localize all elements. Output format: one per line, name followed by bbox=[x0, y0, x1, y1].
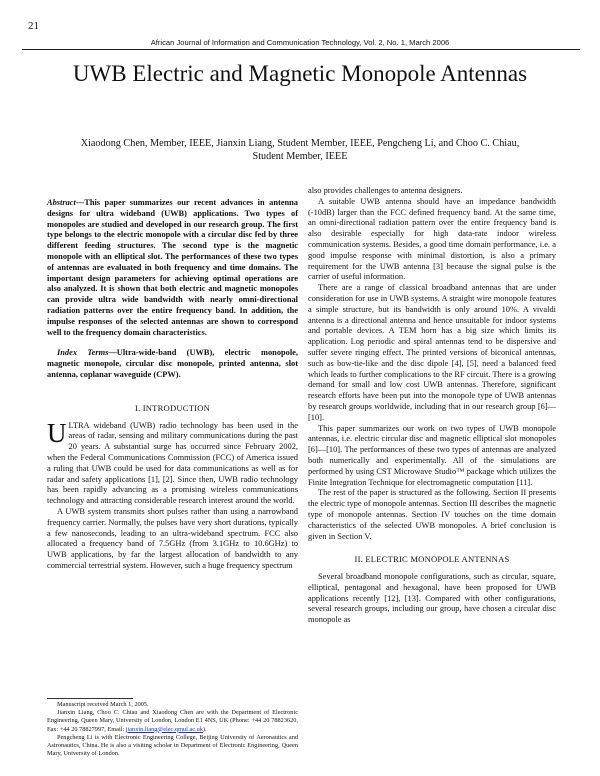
right-paragraph-3: This paper summarizes our work on two types of UWB monopole antennas, i.e. electric circular disc and magnetic elliptical slot monopoles [6]—[10]. The performances of these two types of antennas are analyzed both numerically and experimentally. All of the simulations are performed by using CST Microwave Studio™ package which utilizes the Finite Integration Technique for electromagnetic computation [11]. bbox=[308, 423, 556, 487]
paper-title: UWB Electric and Magnetic Monopole Antennas bbox=[72, 61, 528, 86]
footnote-rule bbox=[47, 698, 133, 699]
author-list: Xiaodong Chen, Member, IEEE, Jianxin Liang, Student Member, IEEE, Pengcheng Li, and Choo C. Chiau, Student Member, IEEE bbox=[80, 138, 520, 162]
index-terms bbox=[47, 348, 298, 380]
drop-cap: U bbox=[47, 417, 67, 448]
footnote-affiliation-2: Pengcheng Li is with Electronic Engineering College, Beijing University of Aeronautics and Astronautics, China. He is also a visiting scholar in Department of Electronic Engineering, Queen Mary, University of London. bbox=[47, 733, 298, 758]
index-terms-label: Index Terms bbox=[57, 348, 109, 358]
page-number: 21 bbox=[28, 20, 39, 32]
footnote-received: Manuscript received March 1, 2005. bbox=[57, 701, 149, 708]
right-paragraph-4: The rest of the paper is structured as the following. Section II presents the electric type of monopole antennas. Section III describes the magnetic type of monopole antennas. Section IV touches on the time domain characteristics of the selected UWB monopoles. A brief conclusion is given in Section V. bbox=[308, 488, 556, 541]
section-heading-electric-monopole: II. ELECTRIC MONOPOLE ANTENNAS bbox=[354, 554, 510, 565]
right-column bbox=[308, 186, 556, 626]
footnote-affiliation-1 bbox=[47, 709, 298, 734]
header-rule bbox=[22, 49, 580, 50]
right-paragraph-0: also provides challenges to antenna designers. bbox=[308, 186, 463, 195]
index-terms-text: —Ultra-wide-band (UWB), electric monopole, magnetic monopole, circular disc monopole, printed antenna, slot antenna, coplanar waveguide (CPW). bbox=[47, 348, 298, 379]
email-link[interactable]: jianxin.liang@elec.qmul.ac.uk bbox=[125, 725, 203, 733]
right-paragraph-5: Several broadband monopole configurations, such as circular, square, elliptical, pentagonal and hexagonal, have been proposed for UWB applications recently [12], [13]. Compared with other configurations, several research groups, including our group, have chosen a circular disc monopole as bbox=[308, 572, 556, 625]
abstract-label: Abstract bbox=[47, 198, 76, 207]
footnotes bbox=[47, 701, 298, 758]
section-heading-introduction: I. INTRODUCTION bbox=[134, 402, 211, 413]
intro-paragraph-1-text: LTRA wideband (UWB) radio technology has been used in the areas of radar, sensing and military communications during the past 20 years. A substantial surge has occurred since February 2002, when the Federal Communications Commission (FCC) of America issued a ruling that UWB could be used for data communications as well as for radar and safety applications [1], [2]. Since then, UWB radio technology has been rapidly advancing as a promising wireless communications technology and attracting considerable research interest around the world. bbox=[47, 420, 298, 506]
abstract-text: —This paper summarizes our recent advances in antenna designs for ultra wideband (UWB) applications. Two types of monopoles are studied and developed in our research group. The first type belongs to the electric monopole with a circular disc fed by three different feeding structures. The second type is the magnetic monopole with an elliptical slot. The performances of these two types of antennas are evaluated in both frequency and time domains. The important design parameters for achieving optimal operations are also analyzed. It is shown that both electric and magnetic monopoles can provide ultra wide bandwidth with nearly omni-directional radiation patterns over the entire frequency band. In addition, the impulse responses of the selected antennas are shown to correspond well to the frequency domain characteristics. bbox=[47, 198, 298, 337]
footnote-affiliation-1-end: ). bbox=[202, 725, 207, 733]
left-column bbox=[47, 198, 298, 572]
intro-paragraph-1 bbox=[47, 417, 298, 507]
intro-paragraph-2: A UWB system transmits short pulses rather than using a narrowband frequency carrier. Normally, the pulses have very short durations, typically a few nanoseconds, leading to an ultra-wideband spectrum. FCC also allocated a frequency band of 7.5GHz (from 3.1GHz to 10.6GHz) to UWB applications, by far the largest allocation of bandwidth to any commercial terrestrial system. However, such a huge frequency spectrum bbox=[47, 506, 298, 570]
running-header: African Journal of Information and Communication Technology, Vol. 2, No. 1, March 2006 bbox=[150, 38, 450, 47]
right-paragraph-1: A suitable UWB antenna should have an impedance bandwidth (-10dB) larger than the FCC defined frequency band. At the same time, an omni-directional radiation pattern over the entire frequency band is also desirable especially for high data-rate indoor wireless communication systems. Besides, a good time domain performance, i.e. a good impulse response with minimal distortion, is also a primary requirement for the UWB antenna [3] because the signal pulse is the carrier of useful information. bbox=[308, 196, 556, 282]
right-paragraph-2: There are a range of classical broadband antennas that are under consideration for use in UWB systems. A straight wire monopole features a simple structure, but its bandwidth is only around 10%. A vivaldi antenna is a directional antenna and hence unsuitable for indoor systems and portable devices. A TEM horn has a big size which limits its application. Log periodic and spiral antennas tend to be dispersive and suffer severe ringing effect. The printed versions of biconical antennas, such as bow-tie-like and the disc dipole [4], [5], need a balanced feed which leads to further complications to the RF circuit. There is a growing demand for small and low cost UWB antennas. Therefore, significant research efforts have been put into the monopole type of UWB antennas by research groups worldwide, including that in our research group [6]—[10]. bbox=[308, 283, 556, 422]
footnote-affiliation-1-text: Jianxin Liang, Choo C. Chiau and Xiaodong Chen are with the Department of Electronic Engineering, Queen Mary, University of London, London E1 4NS, UK (Phone: +44 20 78823620, Fax: +44 20 78827997, Email: bbox=[47, 709, 298, 733]
abstract bbox=[47, 198, 298, 338]
